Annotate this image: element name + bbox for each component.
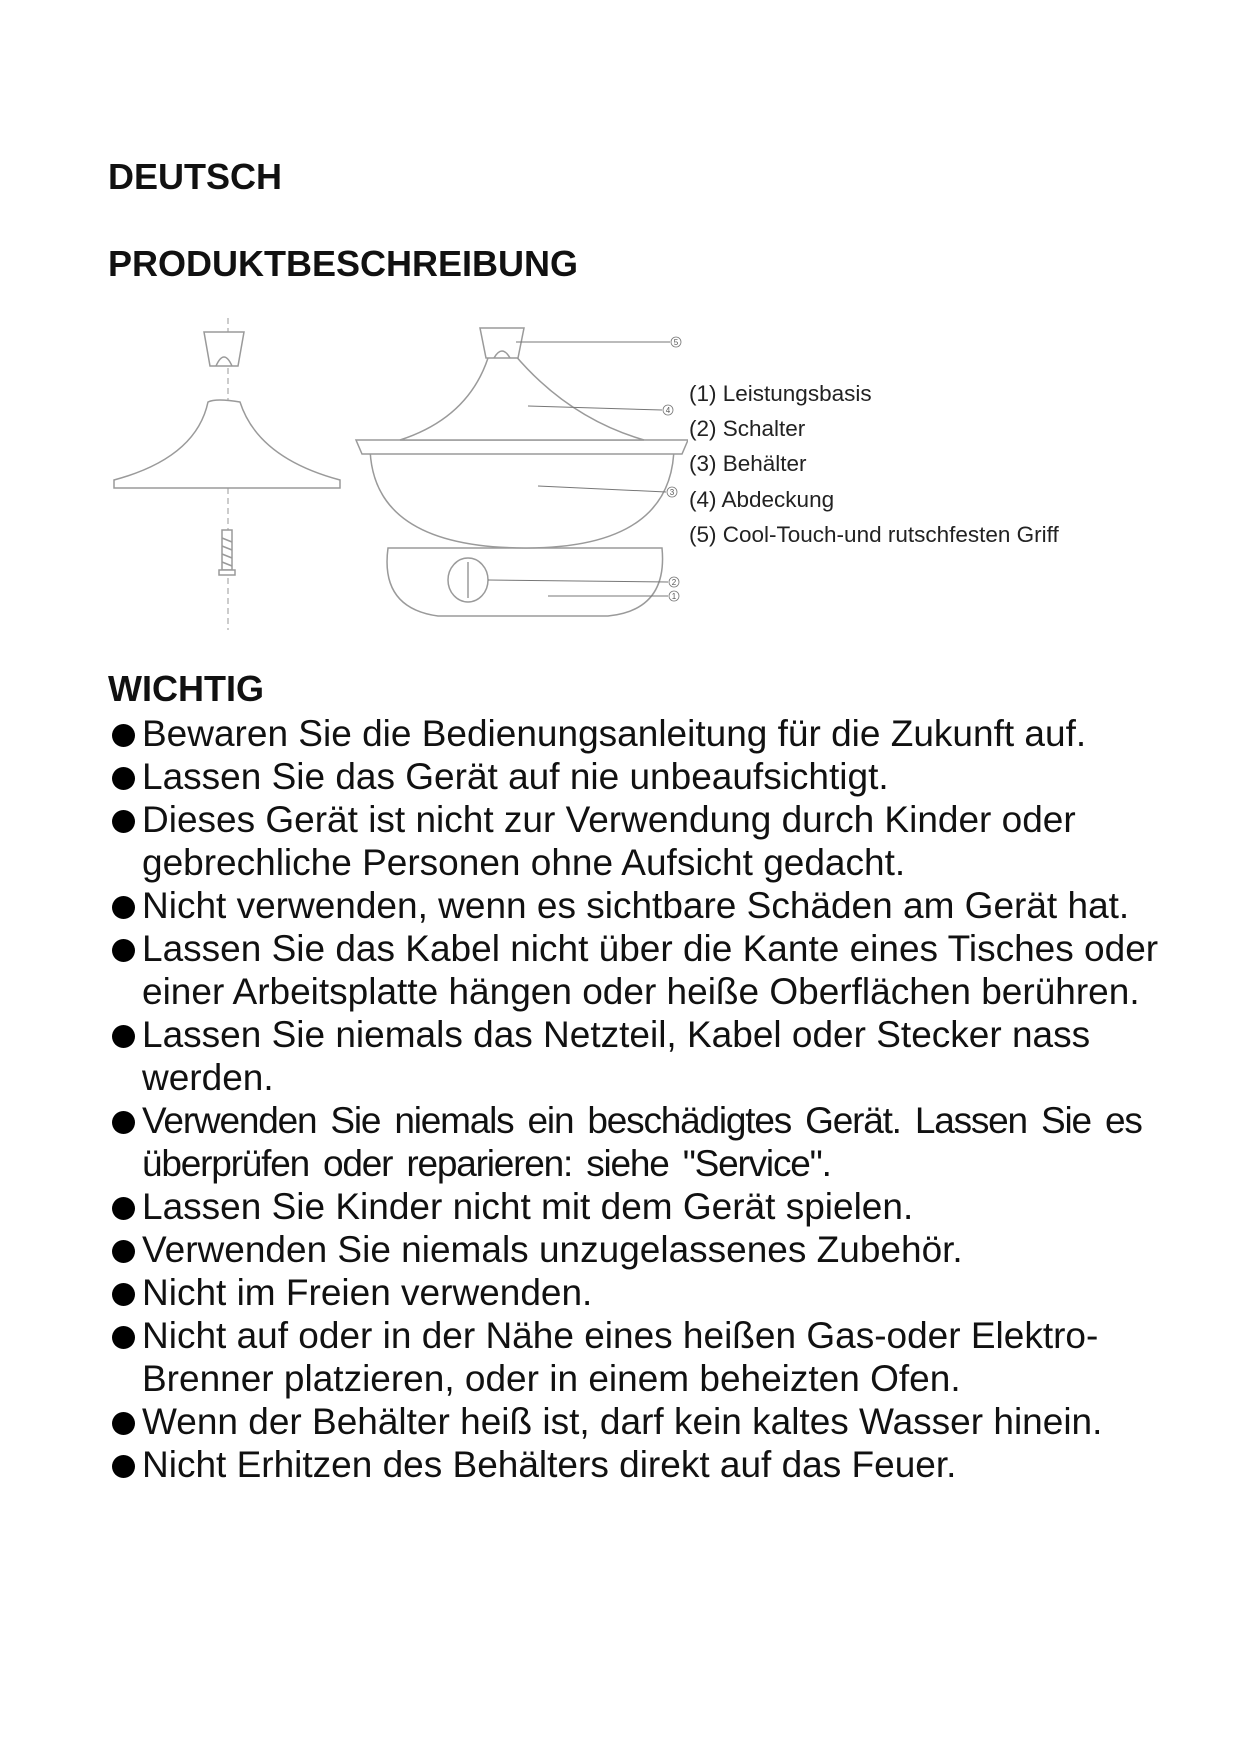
warning-item: Nicht im Freien verwenden. <box>108 1271 1168 1314</box>
bowl-outline <box>370 442 674 548</box>
legend-item: (3) Behälter <box>689 451 807 477</box>
bullet-icon <box>112 810 135 833</box>
bullet-icon <box>112 1412 135 1435</box>
warning-item: Wenn der Behälter heiß ist, darf kein kaltes Wasser hinein. <box>108 1400 1168 1443</box>
legend-item: (2) Schalter <box>689 416 806 442</box>
warning-item: Verwenden Sie niemals unzugelassenes Zubehör. <box>108 1228 1168 1271</box>
legend-item: (1) Leistungsbasis <box>689 381 872 406</box>
bullet-icon <box>112 1283 135 1306</box>
exploded-lid <box>114 400 340 488</box>
lid-knob <box>480 328 524 358</box>
callout-2: 2 <box>671 578 677 587</box>
exploded-knob <box>204 332 244 366</box>
warning-item: Nicht Erhitzen des Behälters direkt auf das Feuer. <box>108 1443 1168 1486</box>
bullet-icon <box>112 724 135 747</box>
bullet-icon <box>112 1111 135 1134</box>
warning-item: Lassen Sie das Kabel nicht über die Kante eines Tisches oder einer Arbeitsplatte hängen oder heiße Oberflächen berühren. <box>108 927 1168 1013</box>
lid-outline <box>400 354 644 440</box>
callout-3: 3 <box>669 488 675 497</box>
parts-legend <box>689 376 1059 552</box>
section-heading: PRODUKTBESCHREIBUNG <box>108 243 579 284</box>
bullet-icon <box>112 1197 135 1220</box>
bullet-icon <box>112 1025 135 1048</box>
warning-item: Bewaren Sie die Bedienungsanleitung für die Zukunft auf. <box>108 712 1168 755</box>
warning-item: Nicht verwenden, wenn es sichtbare Schäden am Gerät hat. <box>108 884 1168 927</box>
warning-item: Verwenden Sie niemals ein beschädigtes Gerät. Lassen Sie es überprüfen oder reparieren: siehe "Service". <box>108 1099 1168 1185</box>
warning-item: Dieses Gerät ist nicht zur Verwendung durch Kinder oder gebrechliche Personen ohne Aufsicht gedacht. <box>108 798 1168 884</box>
callout-5: 5 <box>673 338 679 347</box>
product-diagram <box>108 318 688 630</box>
bullet-icon <box>112 939 135 962</box>
callout-4: 4 <box>665 406 671 415</box>
bullet-icon <box>112 1455 135 1478</box>
warning-item: Nicht auf oder in der Nähe eines heißen Gas-oder Elektro-Brenner platzieren, oder in einem beheizten Ofen. <box>108 1314 1168 1400</box>
bullet-icon <box>112 1326 135 1349</box>
bullet-icon <box>112 1240 135 1263</box>
bullet-icon <box>112 767 135 790</box>
legend-item: (4) Abdeckung <box>689 486 835 512</box>
bullet-icon <box>112 896 135 919</box>
callout-1: 1 <box>671 592 677 601</box>
important-heading: WICHTIG <box>108 668 264 709</box>
exploded-screw <box>219 530 235 575</box>
warning-item: Lassen Sie niemals das Netzteil, Kabel oder Stecker nass werden. <box>108 1013 1168 1099</box>
base-outline <box>387 548 663 616</box>
language-heading: DEUTSCH <box>108 156 283 197</box>
warning-item: Lassen Sie Kinder nicht mit dem Gerät spielen. <box>108 1185 1168 1228</box>
legend-item: (5) Cool-Touch-und rutschfesten Griff <box>689 521 1059 547</box>
warning-item: Lassen Sie das Gerät auf nie unbeaufsichtigt. <box>108 755 1168 798</box>
warning-list <box>108 712 1168 1486</box>
